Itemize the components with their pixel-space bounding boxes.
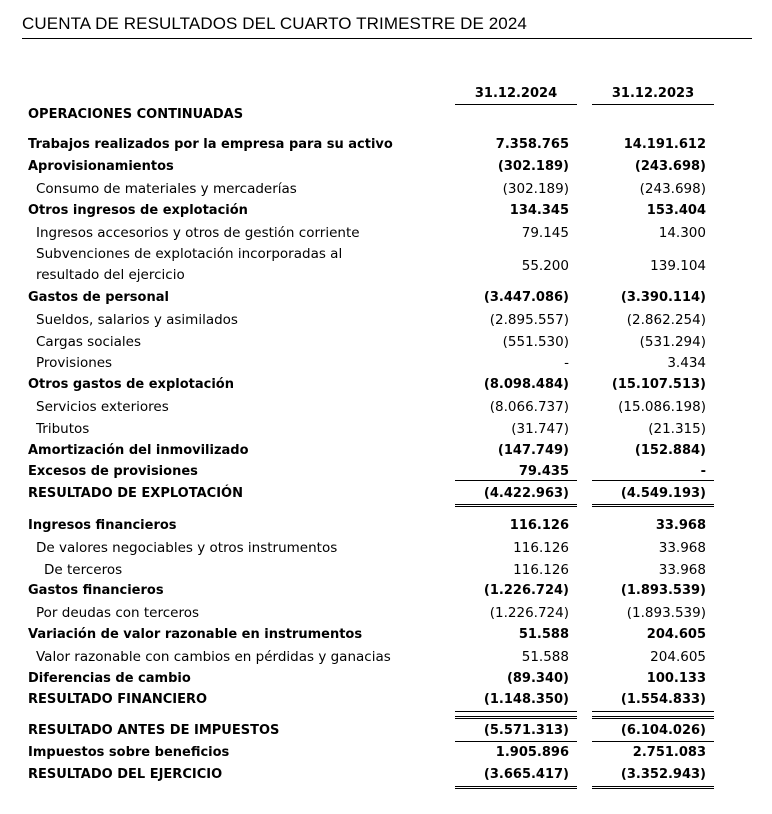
row-label: Impuestos sobre beneficios <box>28 745 230 760</box>
value-2024: 116.126 <box>509 518 569 533</box>
value-2024: (31.747) <box>511 421 569 437</box>
value-2023: 3.434 <box>667 355 706 371</box>
table-rule-line <box>455 506 577 507</box>
value-2023: (1.893.539) <box>626 605 706 621</box>
row-label: RESULTADO ANTES DE IMPUESTOS <box>28 723 280 738</box>
row-label: Amortización del inmovilizado <box>28 443 249 458</box>
row-label: Por deudas con terceros <box>36 605 200 621</box>
table-rule-line <box>455 716 577 717</box>
column-header-2023: 31.12.2023 <box>592 84 714 105</box>
table-rule-line <box>592 711 714 712</box>
value-2023: 204.605 <box>650 649 706 665</box>
value-2024: (5.571.313) <box>483 723 569 738</box>
table-row <box>0 309 772 331</box>
value-2024: (302.189) <box>502 181 569 197</box>
row-label: RESULTADO DE EXPLOTACIÓN <box>28 486 243 501</box>
value-2024: (89.340) <box>506 671 569 686</box>
value-2024: (3.447.086) <box>483 290 569 305</box>
row-label: Sueldos, salarios y asimilados <box>36 312 238 328</box>
column-header-2024: 31.12.2024 <box>455 84 577 105</box>
table-row <box>0 668 772 690</box>
value-2023: (2.862.254) <box>626 312 706 328</box>
table-row <box>0 720 772 742</box>
value-2023: (3.352.943) <box>620 767 706 782</box>
value-2024: 79.145 <box>521 225 569 241</box>
table-row <box>0 244 772 288</box>
value-2024: 51.588 <box>518 627 569 642</box>
value-2024: (4.422.963) <box>483 486 569 501</box>
row-label: Servicios exteriores <box>36 399 169 415</box>
table-row <box>0 440 772 462</box>
table-row <box>0 483 772 505</box>
value-2023: (4.549.193) <box>620 486 706 501</box>
value-2024: (8.066.737) <box>489 399 569 415</box>
table-rule-line <box>592 718 714 719</box>
table-rule-line <box>455 718 577 719</box>
value-2023: 204.605 <box>646 627 706 642</box>
table-row <box>0 742 772 764</box>
table-rule-line <box>455 741 577 742</box>
value-2023: (243.698) <box>639 181 706 197</box>
table-rule-line <box>592 506 714 507</box>
value-2024: 7.358.765 <box>495 137 569 152</box>
row-label: Consumo de materiales y mercaderías <box>36 181 297 197</box>
table-rule-line <box>592 716 714 717</box>
value-2023: 33.968 <box>658 562 706 578</box>
value-2023: 33.968 <box>655 518 706 533</box>
table-row <box>0 374 772 396</box>
value-2023: 153.404 <box>646 203 706 218</box>
value-2024: (2.895.557) <box>489 312 569 328</box>
value-2024: 116.126 <box>513 540 569 556</box>
row-label: Variación de valor razonable en instrumentos <box>28 627 363 642</box>
row-label: Ingresos financieros <box>28 518 177 533</box>
table-rule-line <box>592 786 714 787</box>
value-2024: (8.098.484) <box>483 377 569 392</box>
value-2023: (531.294) <box>639 334 706 350</box>
table-rule-line <box>592 504 714 505</box>
row-label: Aprovisionamientos <box>28 159 174 174</box>
row-label: RESULTADO FINANCIERO <box>28 692 208 707</box>
table-row <box>0 352 772 374</box>
table-rule-line <box>455 788 577 789</box>
value-2024: 1.905.896 <box>495 745 569 760</box>
table-row <box>0 156 772 178</box>
value-2023: (15.107.513) <box>611 377 706 392</box>
table-rule-line <box>455 480 577 481</box>
value-2024: (147.749) <box>497 443 569 458</box>
value-2024: (551.530) <box>502 334 569 350</box>
value-2024: 134.345 <box>509 203 569 218</box>
row-label: Excesos de provisiones <box>28 464 198 479</box>
value-2024: - <box>564 355 569 371</box>
row-label: Ingresos accesorios y otros de gestión corriente <box>36 225 360 241</box>
table-row <box>0 222 772 244</box>
row-label: Tributos <box>36 421 90 437</box>
table-rule-line <box>455 504 577 505</box>
value-2023: - <box>700 464 706 479</box>
value-2023: 33.968 <box>658 540 706 556</box>
table-row <box>0 559 772 581</box>
table-row <box>0 515 772 537</box>
table-row <box>0 396 772 418</box>
table-row <box>0 200 772 222</box>
table-row <box>0 764 772 786</box>
value-2023: (152.884) <box>634 443 706 458</box>
table-row <box>0 331 772 353</box>
value-2023: (15.086.198) <box>618 399 706 415</box>
row-label: Diferencias de cambio <box>28 671 191 686</box>
value-2023: (21.315) <box>648 421 706 437</box>
row-label: Otros gastos de explotación <box>28 377 234 392</box>
table-row <box>0 178 772 200</box>
row-label: Valor razonable con cambios en pérdidas y ganacias <box>36 649 391 665</box>
value-2023: 139.104 <box>650 258 706 274</box>
table-row <box>0 134 772 156</box>
value-2024: 79.435 <box>518 464 569 479</box>
table-row <box>0 602 772 624</box>
value-2024: (1.148.350) <box>483 692 569 707</box>
value-2023: (243.698) <box>634 159 706 174</box>
section-heading: OPERACIONES CONTINUADAS <box>28 107 244 122</box>
value-2023: (3.390.114) <box>620 290 706 305</box>
row-label: Provisiones <box>36 355 113 371</box>
value-2023: 100.133 <box>646 671 706 686</box>
value-2023: 2.751.083 <box>632 745 706 760</box>
value-2024: 116.126 <box>513 562 569 578</box>
value-2023: (6.104.026) <box>620 723 706 738</box>
row-label: Gastos de personal <box>28 290 169 305</box>
report-title: CUENTA DE RESULTADOS DEL CUARTO TRIMESTRE DE 2024 <box>22 14 752 39</box>
row-label: De terceros <box>44 562 123 578</box>
value-2023: 14.191.612 <box>623 137 706 152</box>
table-row <box>0 624 772 646</box>
value-2024: 55.200 <box>521 258 569 274</box>
value-2024: (3.665.417) <box>483 767 569 782</box>
table-rule-line <box>455 786 577 787</box>
table-rule-line <box>455 711 577 712</box>
row-label: Otros ingresos de explotación <box>28 203 248 218</box>
value-2023: (1.893.539) <box>620 583 706 598</box>
row-label: De valores negociables y otros instrumentos <box>36 540 338 556</box>
table-row <box>0 287 772 309</box>
value-2023: 14.300 <box>658 225 706 241</box>
table-row <box>0 537 772 559</box>
value-2024: (1.226.724) <box>483 583 569 598</box>
value-2024: (1.226.724) <box>489 605 569 621</box>
row-label: Trabajos realizados por la empresa para su activo <box>28 137 393 152</box>
row-label: RESULTADO DEL EJERCICIO <box>28 767 223 782</box>
table-row <box>0 580 772 602</box>
table-rule-line <box>592 788 714 789</box>
table-row <box>0 418 772 440</box>
table-rule-line <box>592 480 714 481</box>
row-label: Cargas sociales <box>36 334 142 350</box>
table-row <box>0 646 772 668</box>
table-rule-line <box>592 741 714 742</box>
table-row <box>0 689 772 711</box>
value-2024: 51.588 <box>521 649 569 665</box>
row-label: Subvenciones de explotación incorporadas al resultado del ejercicio <box>36 246 343 283</box>
value-2024: (302.189) <box>497 159 569 174</box>
value-2023: (1.554.833) <box>620 692 706 707</box>
row-label: Gastos financieros <box>28 583 164 598</box>
